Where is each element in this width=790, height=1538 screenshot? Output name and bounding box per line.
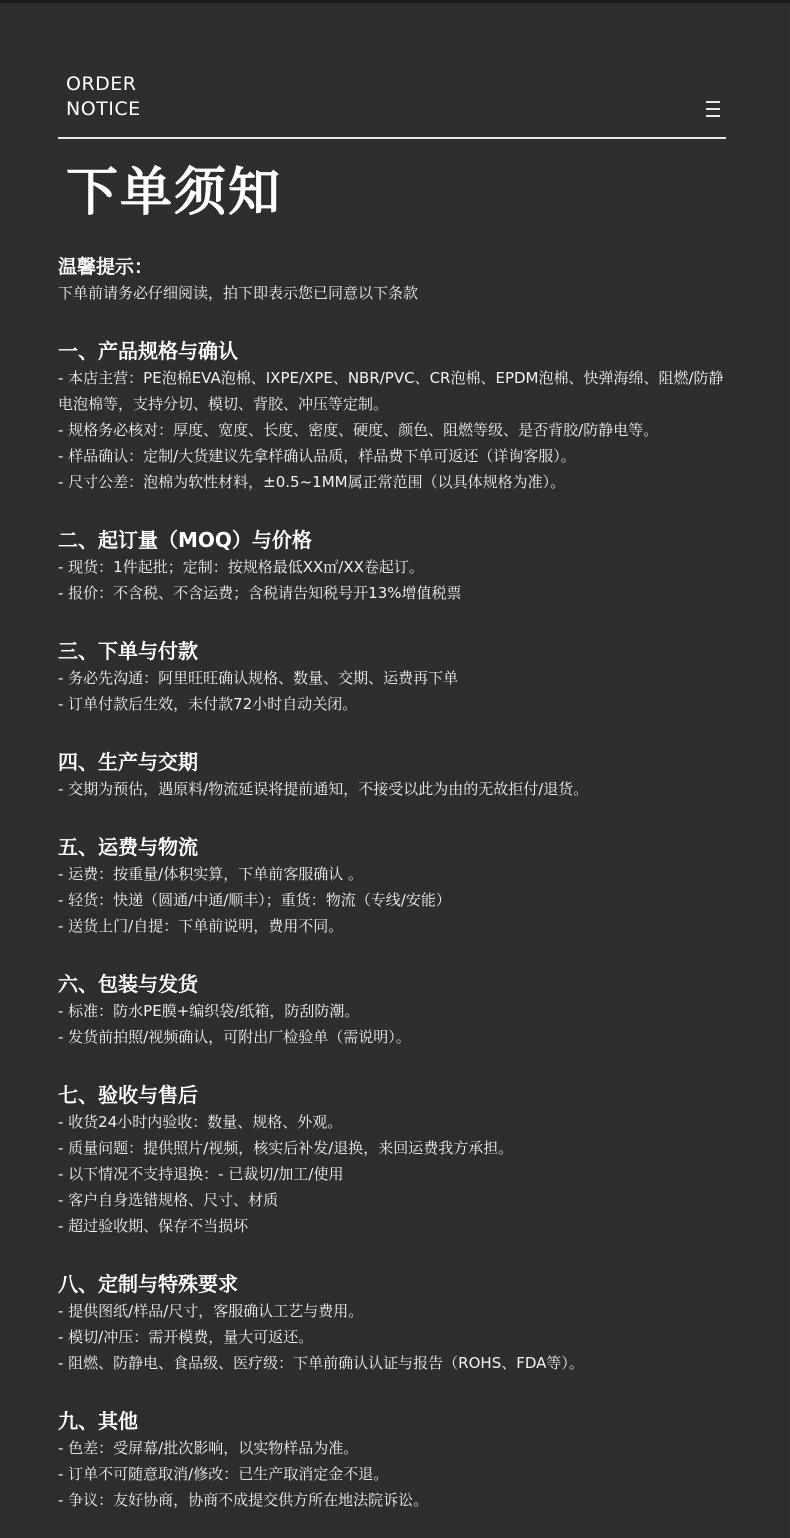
section-shipping <box>58 834 738 939</box>
section-moq <box>58 527 738 606</box>
section-item: - 超过验收期、保存不当损坏 <box>58 1217 249 1235</box>
section-after-sales <box>58 1082 738 1239</box>
header-label-notice: NOTICE <box>66 98 141 120</box>
section-payment <box>58 638 738 717</box>
notice-content <box>58 254 738 1513</box>
tip-block <box>58 254 738 306</box>
section-item: - 务必先沟通：阿里旺旺确认规格、数量、交期、运费再下单 <box>58 669 459 687</box>
menu-icon-bar <box>706 108 720 110</box>
section-item: - 模切/冲压：需开模费，量大可返还。 <box>58 1328 314 1346</box>
section-heading: 四、生产与交期 <box>58 750 198 774</box>
section-item: - 阻燃、防静电、食品级、医疗级：下单前确认认证与报告（ROHS、FDA等）。 <box>58 1354 584 1372</box>
page-header <box>66 72 726 140</box>
section-item: - 发货前拍照/视频确认，可附出厂检验单（需说明）。 <box>58 1028 411 1046</box>
menu-icon-bar <box>706 115 720 117</box>
tip-title: 温馨提示： <box>58 256 154 278</box>
section-heading: 一、产品规格与确认 <box>58 339 238 363</box>
section-custom <box>58 1271 738 1376</box>
section-item: - 质量问题：提供照片/视频，核实后补发/退换，来回运费我方承担。 <box>58 1139 514 1157</box>
section-heading: 二、起订量（MOQ）与价格 <box>58 528 312 552</box>
tip-text: 下单前请务必仔细阅读，拍下即表示您已同意以下条款 <box>58 284 419 302</box>
section-item: - 现货：1件起批；定制：按规格最低XX㎡/XX卷起订。 <box>58 558 424 576</box>
section-heading: 六、包装与发货 <box>58 972 198 996</box>
section-item: - 收货24小时内验收：数量、规格、外观。 <box>58 1113 343 1131</box>
page-title: 下单须知 <box>66 163 283 223</box>
section-heading: 八、定制与特殊要求 <box>58 1272 238 1296</box>
menu-icon-bar <box>706 101 720 103</box>
section-item: - 色差：受屏幕/批次影响，以实物样品为准。 <box>58 1439 359 1457</box>
section-heading: 九、其他 <box>58 1409 138 1433</box>
section-spec <box>58 338 738 495</box>
section-item: - 运费：按重量/体积实算，下单前客服确认 。 <box>58 865 364 883</box>
section-item: - 客户自身选错规格、尺寸、材质 <box>58 1191 279 1209</box>
section-item: - 送货上门/自提：下单前说明，费用不同。 <box>58 917 344 935</box>
section-item: - 样品确认：定制/大货建议先拿样确认品质，样品费下单可返还（详询客服）。 <box>58 447 576 465</box>
section-item: - 本店主营：PE泡棉EVA泡棉、IXPE/XPE、NBR/PVC、CR泡棉、EPDM泡棉、快弹海绵、阻燃/防静电泡棉等，支持分切、模切、背胶、冲压等定制。 <box>58 369 724 413</box>
section-item: - 订单付款后生效，未付款72小时自动关闭。 <box>58 695 358 713</box>
section-item: - 争议：友好协商，协商不成提交供方所在地法院诉讼。 <box>58 1491 429 1509</box>
header-label-order: ORDER <box>66 73 137 95</box>
section-delivery-time <box>58 749 738 802</box>
header-divider <box>58 137 726 139</box>
section-heading: 七、验收与售后 <box>58 1083 198 1107</box>
section-item: - 报价：不含税、不含运费；含税请告知税号开13%增值税票 <box>58 584 462 602</box>
section-heading: 三、下单与付款 <box>58 639 198 663</box>
section-item: - 轻货：快递（圆通/中通/顺丰）；重货：物流（专线/安能） <box>58 891 451 909</box>
menu-icon[interactable] <box>706 101 720 119</box>
section-heading: 五、运费与物流 <box>58 835 198 859</box>
section-item: - 提供图纸/样品/尺寸，客服确认工艺与费用。 <box>58 1302 364 1320</box>
section-item: - 以下情况不支持退换：- 已裁切/加工/使用 <box>58 1165 344 1183</box>
section-item: - 标准：防水PE膜+编织袋/纸箱，防刮防潮。 <box>58 1002 360 1020</box>
section-other <box>58 1408 738 1513</box>
section-packaging <box>58 971 738 1050</box>
section-item: - 规格务必核对：厚度、宽度、长度、密度、硬度、颜色、阻燃等级、是否背胶/防静电等。 <box>58 421 659 439</box>
section-item: - 订单不可随意取消/修改：已生产取消定金不退。 <box>58 1465 389 1483</box>
section-item: - 交期为预估，遇原料/物流延误将提前通知，不接受以此为由的无故拒付/退货。 <box>58 780 589 798</box>
section-item: - 尺寸公差：泡棉为软性材料，±0.5~1MM属正常范围（以具体规格为准）。 <box>58 473 566 491</box>
